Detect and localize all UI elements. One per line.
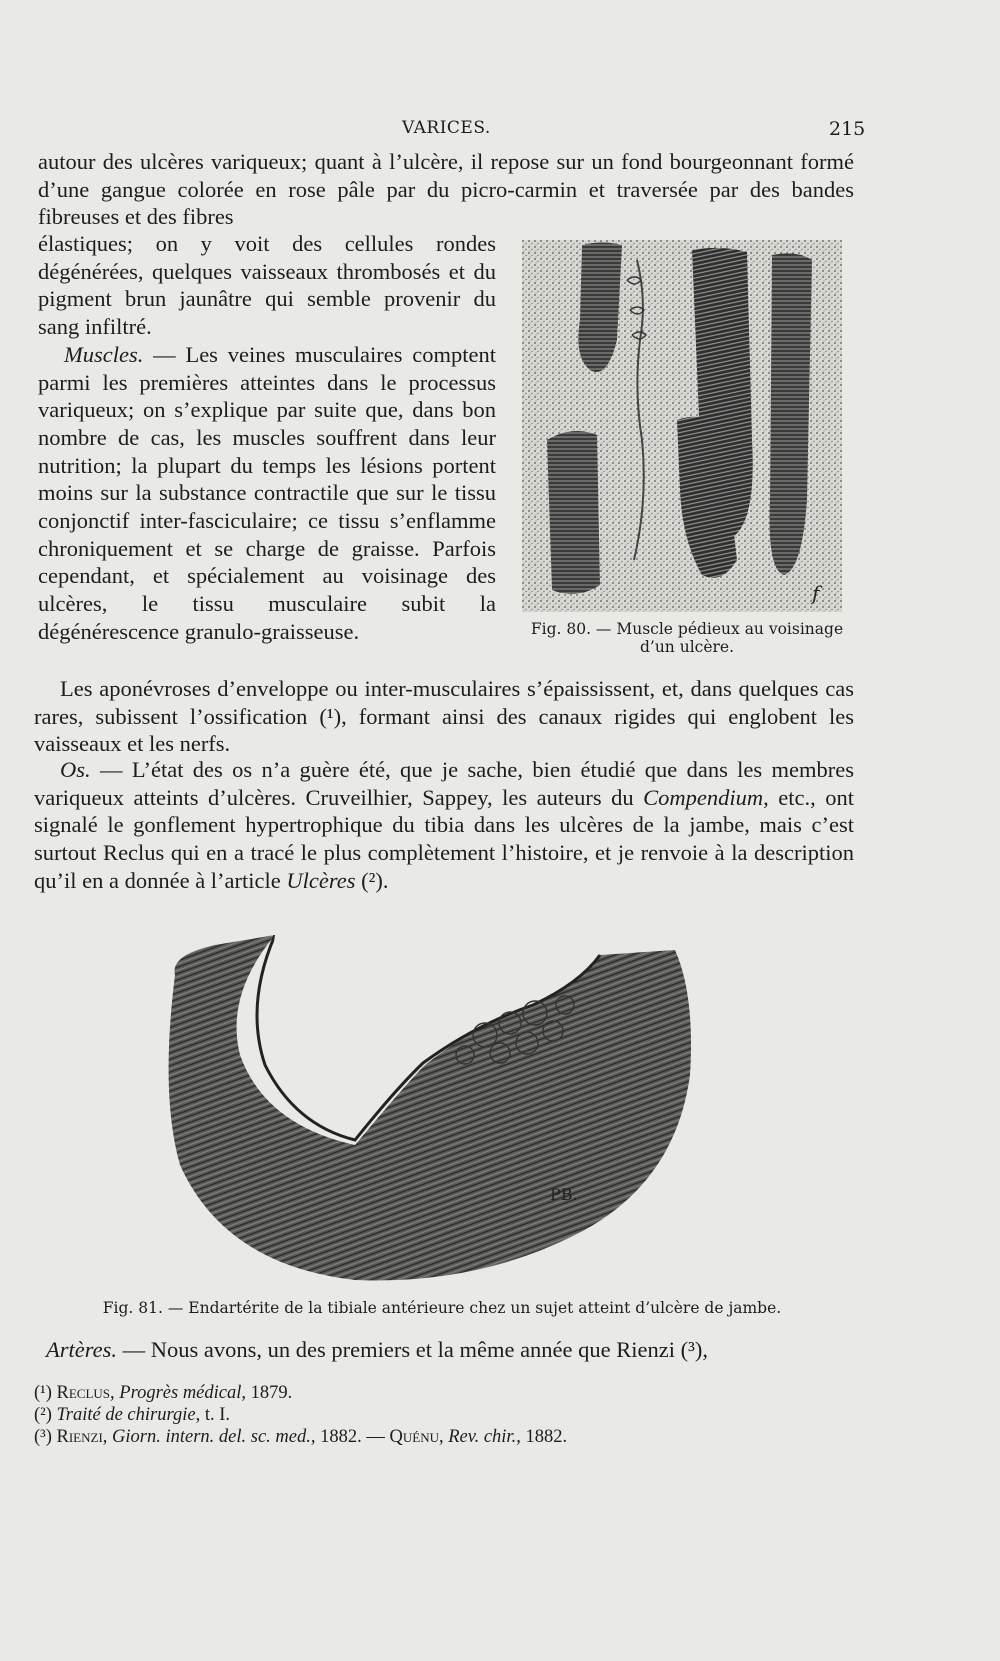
footnote-title: Progrès médical xyxy=(119,1383,242,1403)
os-text-3: (²). xyxy=(355,867,389,893)
footnote-mark: (³) xyxy=(34,1427,52,1447)
paragraph-aponevroses xyxy=(34,675,854,758)
os-paragraph xyxy=(34,756,854,895)
footnote-rest-2: , 1882. xyxy=(516,1427,568,1447)
arteres-text: — Nous avons, un des premiers et la même année que Rienzi (³), xyxy=(117,1337,708,1362)
footnote-author: Rienzi xyxy=(56,1427,103,1447)
footnote-rest: , 1882. — xyxy=(310,1427,390,1447)
continuation-text: élastiques; on y voit des cellules rondes dégénérées, quelques vaisseaux thrombosés et du pigment brun jaunâtre qui semble provenir du sang infiltré. xyxy=(38,231,496,340)
footnote-2 xyxy=(34,1404,814,1426)
muscles-heading: Muscles. xyxy=(64,341,144,367)
footnote-rest: , t. I. xyxy=(195,1405,231,1425)
paragraph-muscles-column xyxy=(38,203,496,646)
figure-80-caption: Fig. 80. — Muscle pédieux au voisinage d’un ulcère. xyxy=(530,620,844,656)
paragraph-os xyxy=(34,756,854,895)
arteres-paragraph xyxy=(46,1336,852,1364)
opening-text: autour des ulcères variqueux; quant à l’ulcère, il repose sur un fond bourgeonnant formé d’une gangue colorée en rose pâle par du picro-carmin et traversée par des bandes fibreuses et des fibres xyxy=(38,149,854,230)
os-text-1: — L’état des os n’a guère été, que je sache, bien étudié que dans les membres variqueux atteints d’ulcères. Cruveilhier, Sappey, les auteurs du xyxy=(34,757,854,810)
footnote-title: Traité de chirurgie xyxy=(56,1405,196,1425)
muscles-text: — Les veines musculaires comptent parmi les premières atteintes dans le processus variqueux; on s’explique par suite que, dans bon nombre de cas, les muscles souffrent dans leur nutrition; la plupart du temps les lésions portent moins sur la substance contractile que sur le tissu conjonctif inter-fasciculaire; ce tissu s’enflamme chroniquement et se charge de graisse. Parfois cependant, et spécialement au voisinage des ulcères, le tissu musculaire subit la dégénérescence granulo-graisseuse. xyxy=(38,341,496,644)
footnote-author: Reclus xyxy=(56,1383,111,1403)
aponevroses-text: Les aponévroses d’enveloppe ou inter-musculaires s’épaississent, et, dans quelques cas rares, subissent l’ossification (¹), formant ainsi des canaux rigides qui englobent les vaisseaux et les nerfs. xyxy=(34,676,854,757)
footnote-title-2: Rev. chir. xyxy=(448,1427,517,1447)
os-heading: Os. xyxy=(60,757,91,782)
footnotes xyxy=(34,1382,814,1448)
page-number: 215 xyxy=(829,118,866,140)
figure-80-illustration xyxy=(522,240,842,612)
footnote-mark: (²) xyxy=(34,1405,52,1425)
figure-81-signature: PB. xyxy=(550,1185,578,1204)
footnote-1: (¹) Reclus, Progrès médical, 1879. xyxy=(34,1383,293,1403)
page-header xyxy=(0,118,1000,148)
footnote-mark: (¹) xyxy=(34,1383,52,1403)
os-text-2: , etc., ont signalé le gonflement hypertrophique du tibia dans les ulcères de la jambe, mais c’est surtout Reclus qui en a tracé le plus complètement l’histoire, et je renvoie à la description qu’il en a donnée à l’article xyxy=(34,784,855,893)
running-title: VARICES. xyxy=(402,118,491,138)
footnote-rest: , 1879. xyxy=(241,1383,293,1403)
os-compendium: Compendium xyxy=(643,784,764,810)
footnote-author-2: Quénu xyxy=(389,1427,439,1447)
figure-81-caption: Fig. 81. — Endartérite de la tibiale antérieure chez un sujet atteint d’ulcère de jambe. xyxy=(102,1299,782,1317)
footnote-title: Giorn. intern. del. sc. med. xyxy=(112,1427,311,1447)
paragraph-arteres xyxy=(46,1336,852,1364)
arteres-heading: Artères. xyxy=(46,1337,118,1362)
os-ulceres: Ulcères xyxy=(286,867,356,893)
muscles-paragraph xyxy=(38,341,496,646)
footnote-3: (³) Rienzi, Giorn. intern. del. sc. med., 1882. — Quénu, Rev. chir., 1882. xyxy=(34,1427,568,1447)
figure-81-illustration xyxy=(155,935,715,1290)
figure-80-signature: f xyxy=(812,581,820,605)
